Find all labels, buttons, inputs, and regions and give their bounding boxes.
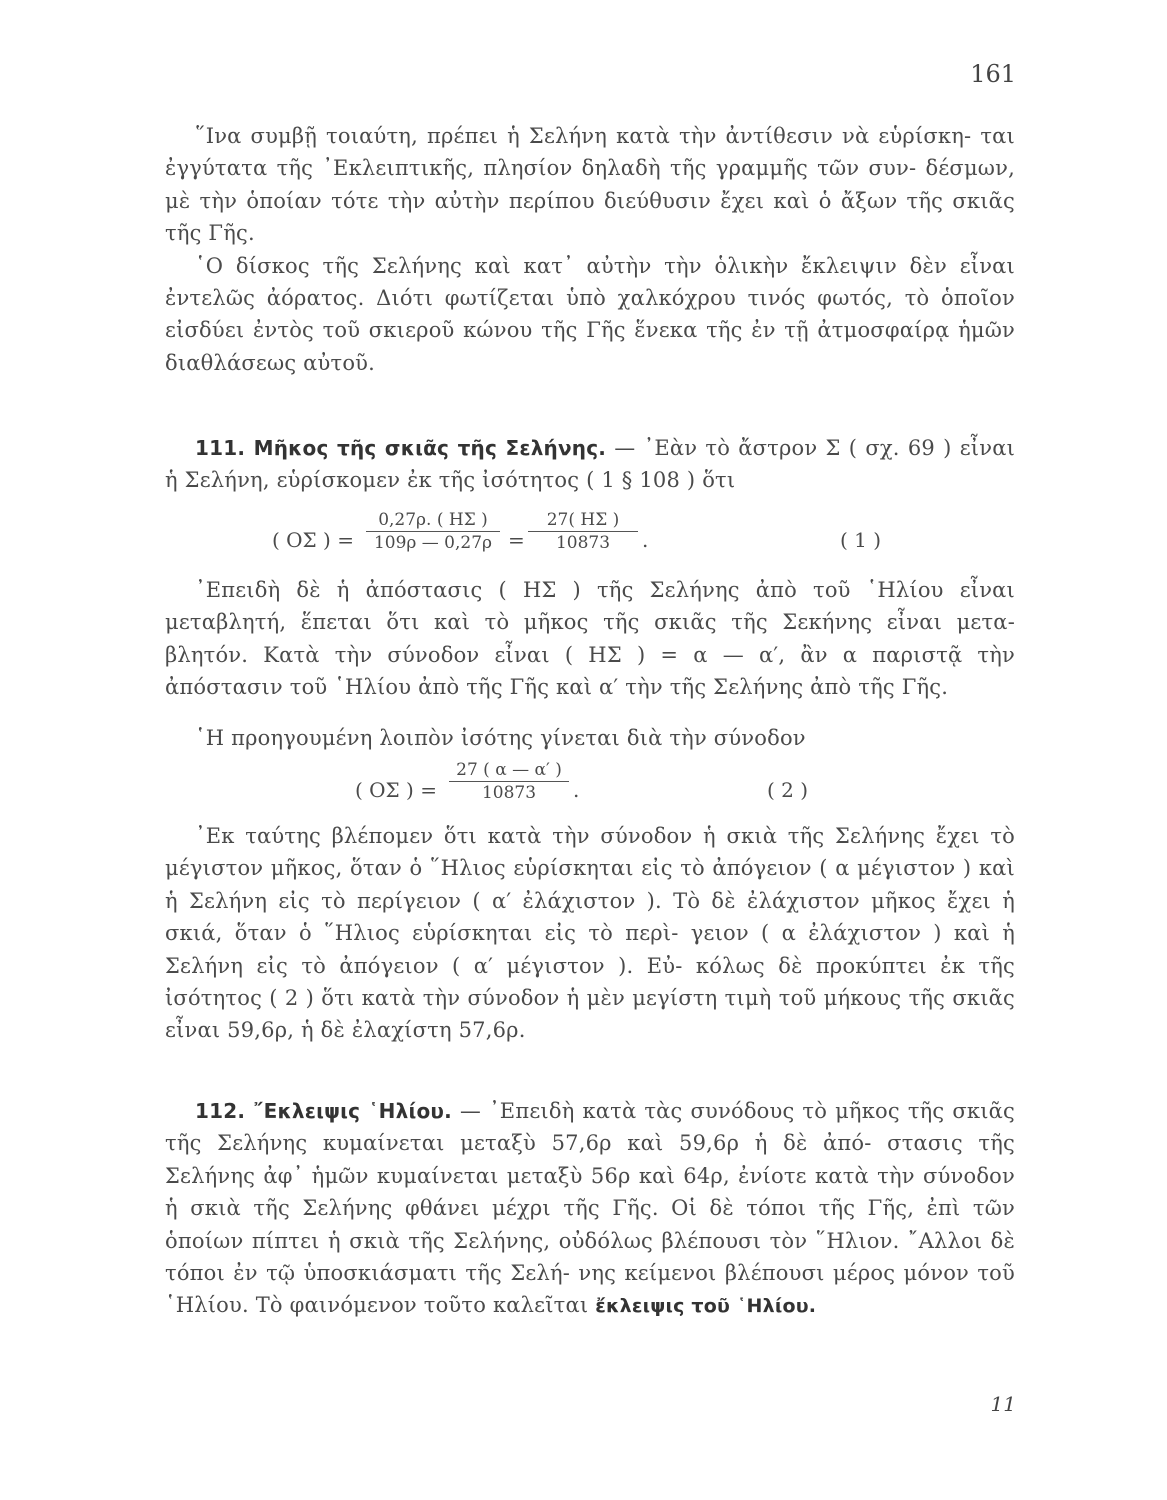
equation-period: . (642, 528, 649, 552)
text-line: ῾Η προηγουμένη λοιπὸν ἰσότης γίνεται διὰ τὴν σύνοδον (195, 726, 806, 750)
text-line: ἄξων τῆς σκιᾶς τῆς Γῆς. (165, 188, 1015, 246)
fraction (449, 760, 569, 803)
equation-number: ( 2 ) (767, 778, 809, 802)
text-line: ἔχει τὸ μέγιστον μῆκος, ὅταν ὁ ῞Ηλιος εὑρίσκηται εἰς τὸ ἀπόγειον (165, 824, 1015, 881)
denominator: 10873 (555, 533, 611, 553)
text-line: ῞Ινα συμβῇ τοιαύτη, πρέπει ἡ Σελήνη κατὰ τὴν ἀντίθεσιν νὰ εὑρίσκη- (195, 124, 972, 148)
numerator: 0,27ρ. ( ΗΣ ) (378, 510, 488, 530)
text-line: νης κείμενοι βλέπουσι μέρος μόνον τοῦ ῾Ηλίου. Τὸ φαινόμενον τοῦτο (165, 1261, 1015, 1318)
text-line: τῆς σκιᾶς τῆς Σελήνης κυμαίνεται μεταξὺ 57,6ρ καὶ 59,6ρ ἡ δὲ ἀπό- (165, 1099, 1016, 1156)
fraction-bar (528, 531, 638, 532)
text-line: στασις τῆς Σελήνης ἀφ᾽ ἡμῶν κυμαίνεται μεταξὺ 56ρ καὶ 64ρ, ἐνίοτε (165, 1131, 1015, 1188)
text-line: ᾿Εκ ταύτης βλέπομεν ὅτι κατὰ τὴν σύνοδον ἡ σκιὰ τῆς Σελήνης (195, 824, 926, 848)
equation-number: ( 1 ) (840, 528, 882, 552)
bold-term: ἔκλειψις τοῦ ῾Ηλίου. (595, 1295, 817, 1318)
text-line: κόλως δὲ προκύπτει ἐκ τῆς ἰσότητος ( 2 ) ὅτι κατὰ τὴν σύνοδον ἡ μὲν (165, 953, 1015, 1011)
equation-lhs: ( ΟΣ ) = (272, 528, 354, 552)
text-line: ἀπόστασιν τοῦ ῾Ηλίου ἀπὸ τῆς Γῆς καὶ α′ τὴν τῆς Σελήνης ἀπὸ τῆς Γῆς. (165, 675, 949, 700)
section-heading: 111. Μῆκος τῆς σκιᾶς τῆς Σελήνης. (195, 436, 607, 460)
equation-1 (272, 510, 892, 570)
numerator: 27 ( α — α′ ) (456, 760, 562, 780)
text-line: δέσμων, μὲ τὴν ὁποίαν τότε τὴν αὐτὴν περίπου διεύθυσιν ἔχει καὶ ὁ (165, 156, 1015, 213)
text-line: κατὰ τὴν σύνοδον ἡ σκιὰ τῆς Σελήνης φθάνει μέχρι τῆς Γῆς. Οἱ δὲ (165, 1163, 1015, 1221)
paragraph-variable-distance (165, 574, 1015, 704)
paragraph-equality (165, 722, 1015, 754)
paragraph-shadow-length (165, 820, 1015, 1047)
text-line: ( α μέγιστον ) καὶ ἡ Σελήνη εἰς τὸ περίγειον ( α′ ἐλάχιστον ). Τὸ δὲ (165, 856, 1015, 913)
paragraph (165, 432, 1015, 497)
text-line: μεταβλητή, ἕπεται ὅτι καὶ τὸ μῆκος τῆς σκιᾶς τῆς Σεκήνης εἶναι μετα- (165, 610, 1015, 635)
denominator: 109ρ — 0,27ρ (373, 533, 493, 553)
text-line: μεγίστη τιμὴ τοῦ μήκους τῆς σκιᾶς εἶναι 59,6ρ, ἡ δὲ ἐλαχίστη 57,6ρ. (165, 986, 1015, 1043)
signature-mark: 11 (990, 1392, 1016, 1416)
text-line: καλεῖται (492, 1293, 596, 1318)
fraction-bar (449, 781, 569, 782)
text-line: γειον ( α ἐλάχιστον ) καὶ ἡ Σελήνη εἰς τὸ ἀπόγειον ( α′ μέγιστον ). Εὐ- (165, 921, 1015, 978)
text-line: τὸ ὁποῖον εἰσδύει ἐντὸς τοῦ σκιεροῦ κώνου τῆς Γῆς ἕνεκα τῆς ἐν τῇ (165, 286, 1015, 343)
dash: — (451, 1099, 490, 1123)
page-number: 161 (970, 60, 1016, 88)
intro-paragraphs (165, 120, 1015, 379)
equals-sign: = (508, 528, 525, 552)
text-line: βλητόν. Κατὰ τὴν σύνοδον εἶναι ( ΗΣ ) = α — α′, ἂν α παριστᾷ τὴν (165, 642, 1015, 667)
text-line: τόποι τῆς Γῆς, ἐπὶ τῶν ὁποίων πίπτει ἡ σκιὰ τῆς Σελήνης, οὐδόλως (165, 1196, 1015, 1253)
dash: — (606, 436, 644, 460)
text-line: ῾Ο δίσκος τῆς Σελήνης καὶ κατ᾽ αὐτὴν τὴν ὁλικὴν ἔκλειψιν δὲν (195, 253, 947, 278)
paragraph (165, 120, 1015, 250)
text-line: ται ἐγγύτατα τῆς ᾿Εκλειπτικῆς, πλησίον δηλαδὴ τῆς γραμμῆς τῶν συν- (165, 124, 1015, 181)
fraction-bar (366, 531, 500, 532)
paragraph (165, 574, 1015, 704)
fraction (528, 510, 638, 553)
paragraph (165, 820, 1015, 1047)
text-line: ( σχ. 69 ) εἶναι ἡ Σελήνη, εὑρίσκομεν ἐκ τῆς ἰσότητος ( 1 § 108 ) ὅτι (165, 436, 1016, 493)
text-line: ἀτμοσφαίρᾳ ἡμῶν διαθλάσεως αὐτοῦ. (165, 318, 1015, 375)
equation-2 (355, 760, 835, 820)
equation-lhs: ( ΟΣ ) = (355, 778, 437, 802)
section-111 (165, 432, 1015, 497)
text-line: βλέπουσι τὸν ῞Ηλιον. ῎Αλλοι δὲ τόποι ἐν τῷ ὑποσκιάσματι τῆς Σελή- (165, 1228, 1015, 1286)
text-line: ἐλάχιστον μῆκος ἔχει ἡ σκιά, ὅταν ὁ ῞Ηλιος εὑρίσκηται εἰς τὸ περὶ- (165, 888, 1015, 946)
denominator: 10873 (481, 783, 537, 803)
text-line: εἶναι ἐντελῶς ἀόρατος. Διότι φωτίζεται ὑπὸ χαλκόχρου τινός φωτός, (165, 253, 1015, 311)
section-heading: 112. ῎Εκλειψις ῾Ηλίου. (195, 1099, 452, 1123)
equation-period: . (573, 778, 580, 802)
paragraph (165, 250, 1015, 380)
numerator: 27( ΗΣ ) (546, 510, 620, 530)
section-112 (165, 1095, 1015, 1323)
paragraph (165, 722, 1015, 754)
text-line: ᾿Επειδὴ κατὰ τὰς συνόδους τὸ μῆκος (489, 1099, 900, 1123)
fraction (366, 510, 500, 553)
paragraph (165, 1095, 1015, 1323)
text-line: ᾿Εὰν τὸ ἄστρον Σ (643, 436, 841, 460)
text-line: ᾿Επειδὴ δὲ ἡ ἀπόστασις ( ΗΣ ) τῆς Σελήνης ἀπὸ τοῦ ῾Ηλίου εἶναι (195, 578, 1015, 602)
